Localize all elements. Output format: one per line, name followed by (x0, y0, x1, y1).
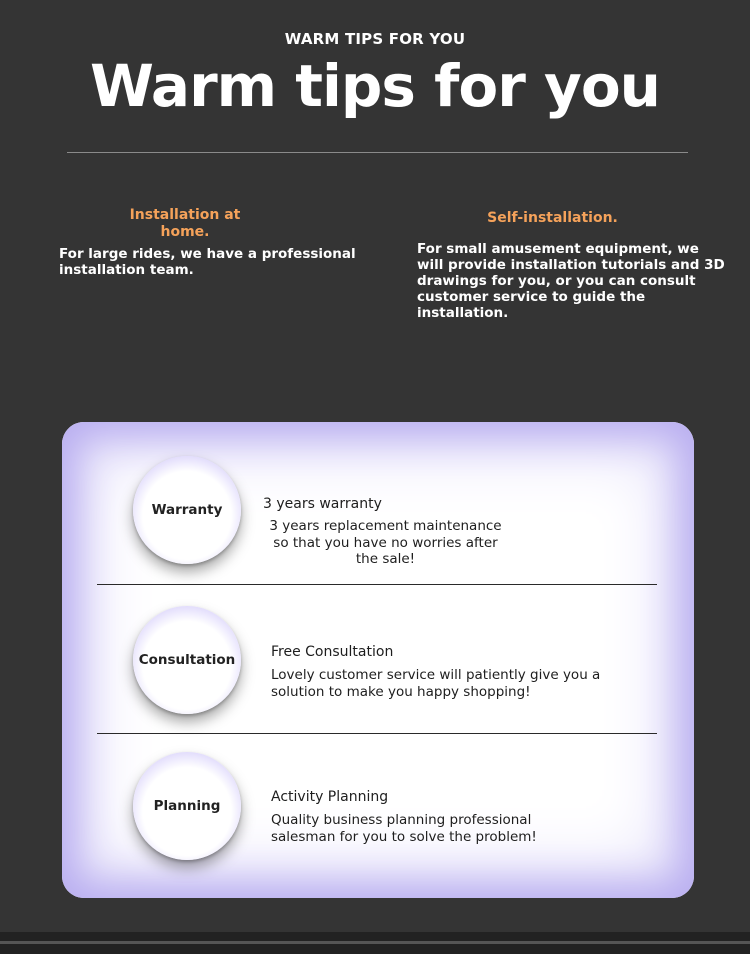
row-divider (97, 584, 657, 585)
consultation-text: Lovely customer service will patiently give you a solution to make you happy shopping! (271, 667, 601, 700)
warranty-text: 3 years replacement maintenance so that you have no worries after the sale! (269, 518, 502, 567)
self-installation-text: For small amusement equipment, we will provide installation tutorials and 3D drawings for you, or you can consult customer service to guide the installation. (417, 241, 725, 321)
page-title: Warm tips for you (90, 52, 660, 120)
planning-circle (133, 752, 241, 860)
installation-home-text: For large rides, we have a professional installation team. (59, 246, 356, 278)
planning-text: Quality business planning professional salesman for you to solve the problem! (271, 812, 537, 845)
warranty-circle (133, 456, 241, 564)
consultation-circle-label: Consultation (138, 652, 236, 668)
installation-home-title: Installation at home. (129, 207, 241, 240)
consultation-heading: Free Consultation (271, 644, 394, 660)
self-installation-title: Self-installation. (487, 210, 618, 226)
bottom-band (0, 932, 750, 954)
planning-heading: Activity Planning (271, 789, 389, 805)
eyebrow-title: WARM TIPS FOR YOU (284, 30, 466, 48)
row-divider (97, 733, 657, 734)
warranty-circle-label: Warranty (151, 502, 223, 518)
warranty-heading: 3 years warranty (263, 496, 382, 512)
header-divider (67, 152, 688, 153)
consultation-circle (133, 606, 241, 714)
planning-circle-label: Planning (153, 798, 221, 814)
